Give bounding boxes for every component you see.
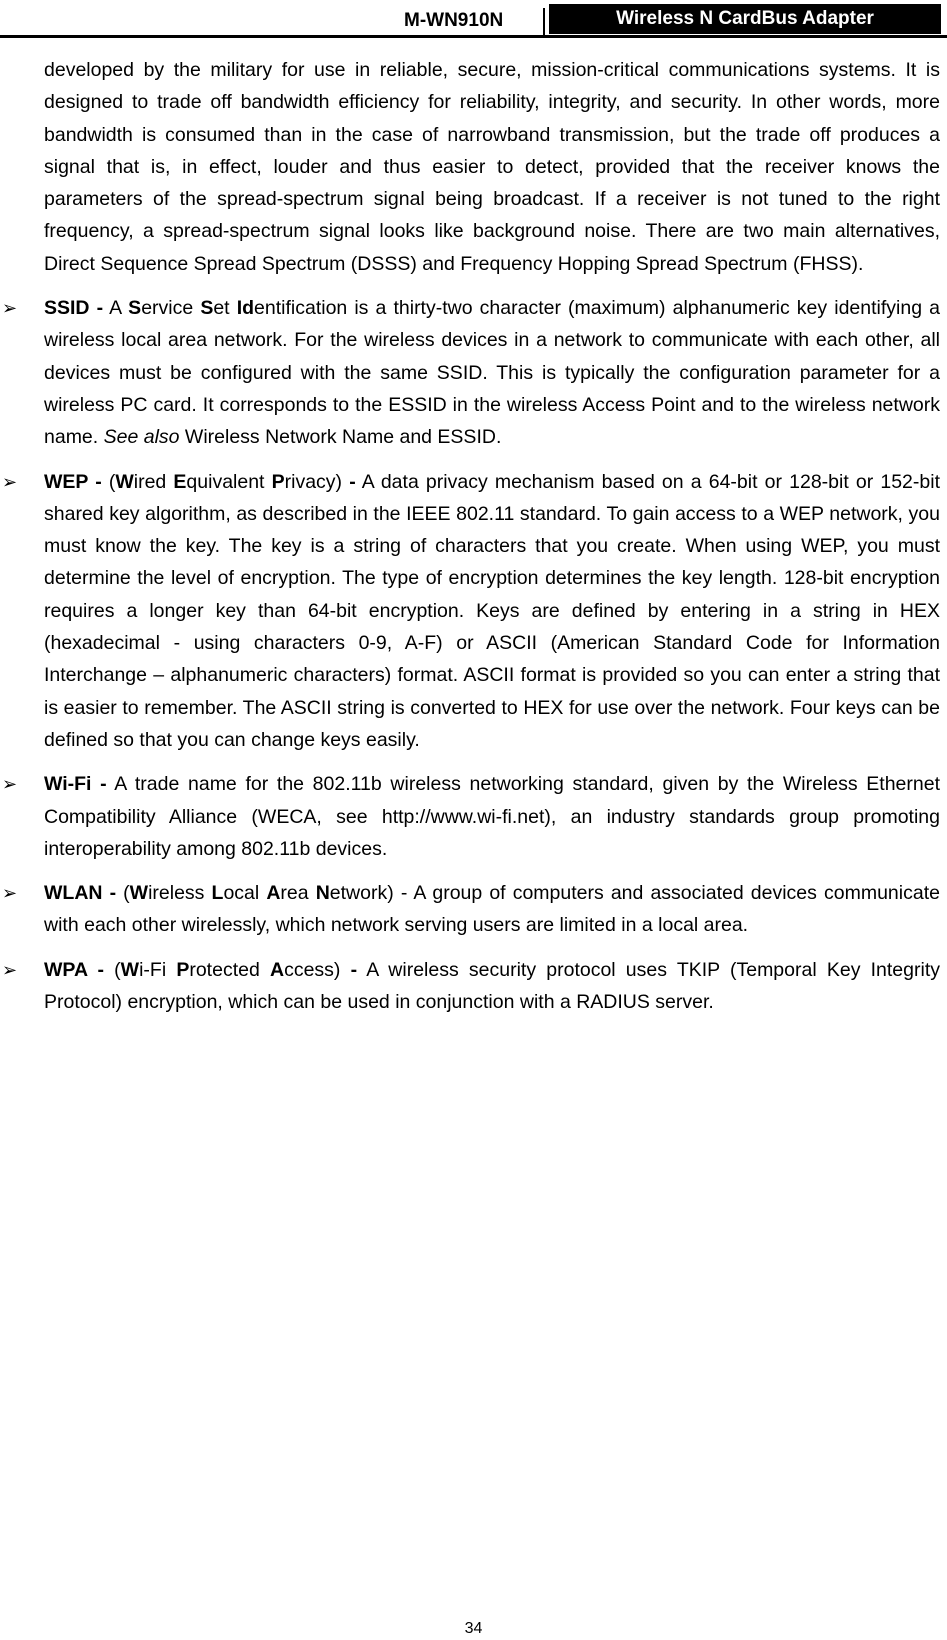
- header-divider: [543, 8, 545, 35]
- glossary-entry-wep: [2, 466, 940, 757]
- bullet-arrow-icon: ➢: [2, 883, 18, 904]
- glossary-entry-ssid: [2, 292, 940, 453]
- entry-text: WPA - (Wi-Fi Protected Access) - A wireless security protocol uses TKIP (Temporal Key Integrity Protocol) encryption, which can be used in conjunction with a RADIUS server.: [44, 958, 940, 1014]
- entry-term: SSID -: [44, 297, 104, 320]
- entry-text: WLAN - (Wireless Local Area Network) - A group of computers and associated devices communicate with each other wirelessly, which network serving users are limited in a local area.: [44, 882, 940, 937]
- header-rule: [0, 35, 947, 38]
- page-number: 34: [464, 1620, 483, 1637]
- bullet-arrow-icon: ➢: [2, 298, 18, 319]
- glossary-content: [2, 54, 941, 1018]
- glossary-entry-wpa: [2, 954, 940, 1019]
- glossary-entry-wlan: [2, 877, 940, 942]
- entry-text: SSID - A Service Set Identification is a thirty-two character (maximum) alphanumeric key identifying a wireless local area network. For the wireless devices in a network to communicate with each other, all devices must be configured with the same SSID. This is typically the configuration parameter for a wireless PC card. It corresponds to the ESSID in the wireless Access Point and to the wireless network name. See also Wireless Network Name and ESSID.: [44, 297, 940, 449]
- see-also: See also: [103, 426, 180, 449]
- page-header: [0, 0, 947, 38]
- bullet-arrow-icon: ➢: [2, 774, 18, 795]
- entry-term: WPA -: [44, 958, 104, 981]
- glossary-entry-wifi: [2, 768, 941, 865]
- entry-text: WEP - (Wired Equivalent Privacy) - A data privacy mechanism based on a 64-bit or 128-bit or 152-bit shared key algorithm, as described in the IEEE 802.11 standard. To gain access to a WEP network, you must know the key. The key is a string of characters that you create. When using WEP, you must determine the level of encryption. The type of encryption determines the key length. 128-bit encryption requires a longer key than 64-bit encryption. Keys are defined by entering in a string in HEX (hexadecimal - using characters 0-9, A-F) or ASCII (American Standard Code for Information Interchange – alphanumeric characters) format. ASCII format is provided so you can enter a string that is easier to remember. The ASCII string is converted to HEX for use over the network. Four keys can be defined so that you can change keys easily.: [44, 470, 940, 751]
- entry-text: Wi-Fi - A trade name for the 802.11b wireless networking standard, given by the Wireless Ethernet Compatibility Alliance (WECA, see http://www.wi-fi.net), an industry standards group promoting interoperability among 802.11b devices.: [44, 773, 941, 860]
- entry-term: WEP -: [44, 470, 102, 493]
- bullet-arrow-icon: ➢: [2, 959, 18, 980]
- header-model: M-WN910N: [404, 10, 504, 31]
- bullet-arrow-icon: ➢: [2, 471, 18, 492]
- intro-paragraph: developed by the military for use in reliable, secure, mission-critical communications systems. It is designed to trade off bandwidth efficiency for reliability, integrity, and security. In other words, more bandwidth is consumed than in the case of narrowband transmission, but the trade off produces a signal that is, in effect, louder and thus easier to detect, provided that the receiver knows the parameters of the spread-spectrum signal being broadcast. If a receiver is not tuned to the right frequency, a spread-spectrum signal looks like background noise. There are two main alternatives, Direct Sequence Spread Spectrum (DSSS) and Frequency Hopping Spread Spectrum (FHSS).: [44, 59, 940, 275]
- entry-term: WLAN -: [44, 882, 117, 905]
- header-title: Wireless N CardBus Adapter: [549, 4, 941, 34]
- entry-term: Wi-Fi -: [44, 773, 107, 796]
